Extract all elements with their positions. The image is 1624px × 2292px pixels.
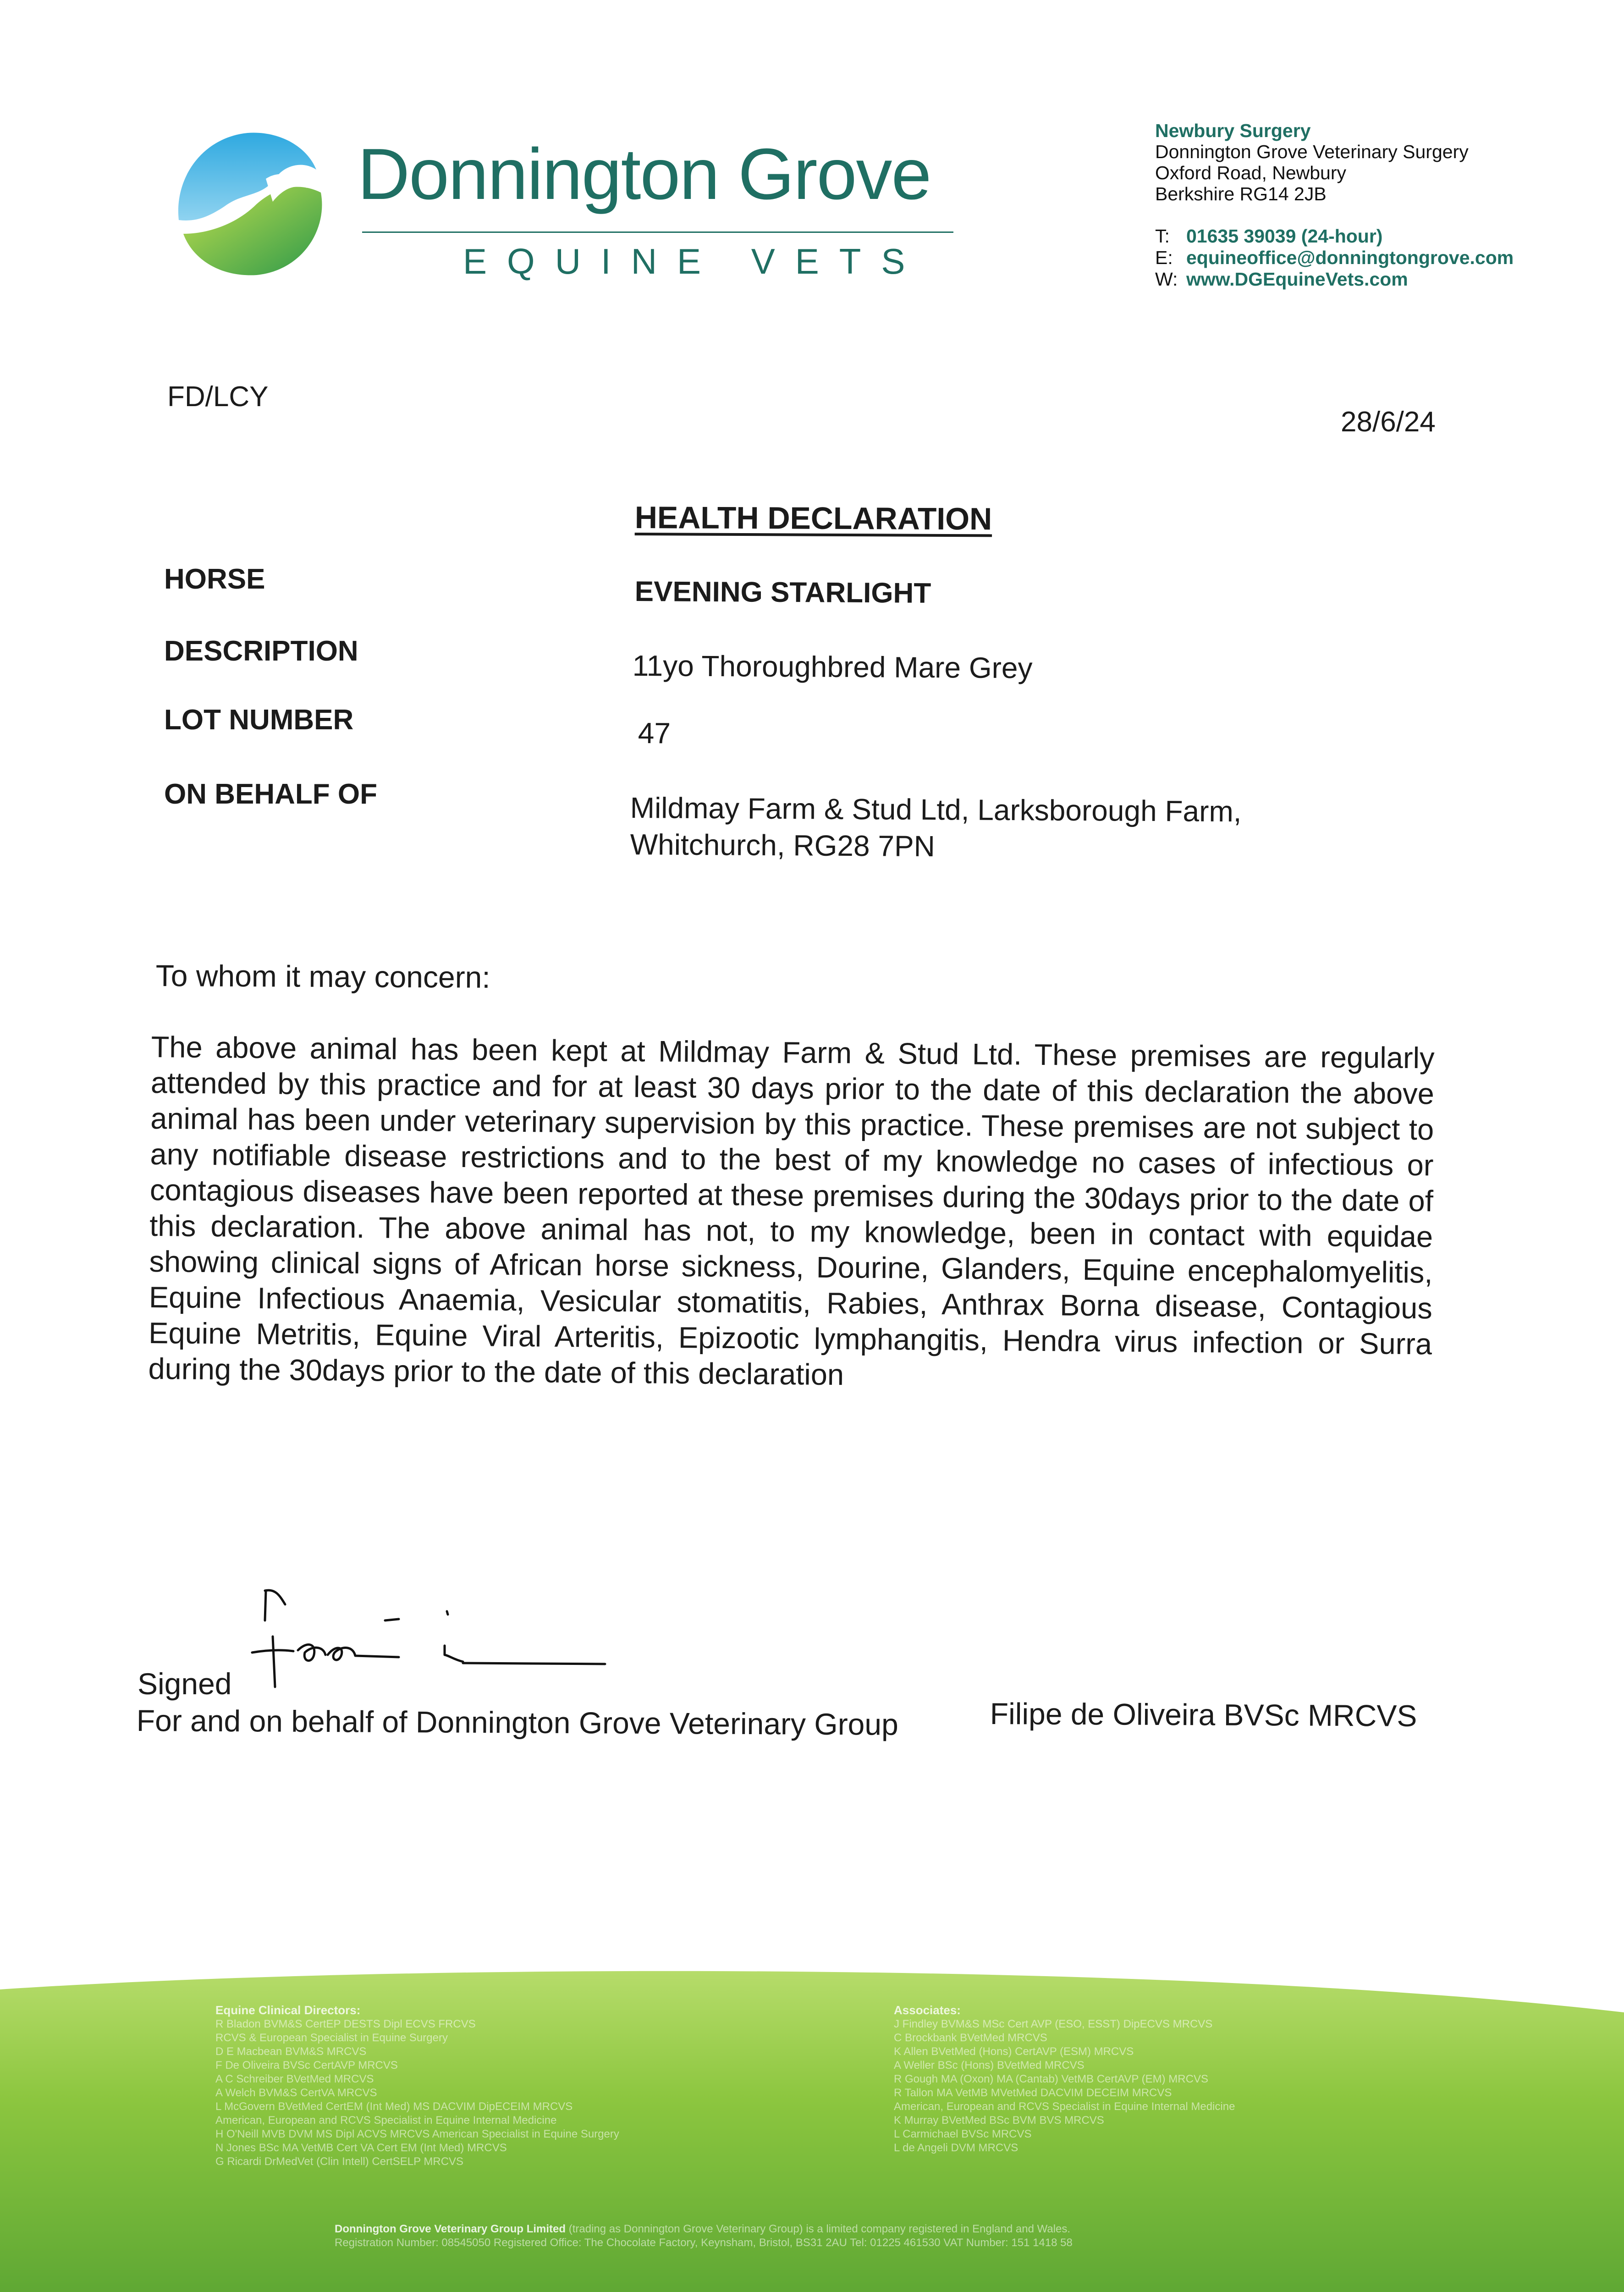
reference: FD/LCY xyxy=(167,381,269,413)
field-label-lot-number: LOT NUMBER xyxy=(164,704,354,736)
registration-details: Registration Number: 08545050 Registered Office: The Chocolate Factory, Keynsham, Bristol, BS31 2AU Tel: 01225 461530 VAT Number: 151 1418 58 xyxy=(335,2237,1073,2249)
field-value-on-behalf-of-line-2: Whitchurch, RG28 7PN xyxy=(630,828,936,863)
field-value-on-behalf-of: Mildmay Farm & Stud Ltd, Larksborough Farm, xyxy=(630,791,1242,828)
associate-line: R Gough MA (Oxon) MA (Cantab) VetMB CertAVP (EM) MRCVS xyxy=(894,2073,1208,2085)
associate-line: C Brockbank BVetMed MRCVS xyxy=(894,2032,1047,2044)
address-line-3: Berkshire RG14 2JB xyxy=(1155,183,1327,204)
address-line-1: Donnington Grove Veterinary Surgery xyxy=(1155,141,1469,162)
director-line: RCVS & European Specialist in Equine Surgery xyxy=(215,2032,448,2044)
director-line: G Ricardi DrMedVet (Clin Intell) CertSELP MRCVS xyxy=(215,2155,464,2168)
director-line: L McGovern BVetMed CertEM (Int Med) MS DACVIM DipECEIM MRCVS xyxy=(215,2100,573,2113)
company-name: Donnington Grove Veterinary Group Limited xyxy=(335,2223,566,2235)
director-line: H O'Neill MVB DVM MS Dipl ACVS MRCVS American Specialist in Equine Surgery xyxy=(215,2128,619,2140)
associate-line: A Weller BSc (Hons) BVetMed MRCVS xyxy=(894,2059,1085,2072)
company-details: (trading as Donnington Grove Veterinary Group) is a limited company registered in England and Wales. xyxy=(568,2223,1071,2235)
on-behalf-statement: For and on behalf of Donnington Grove Veterinary Group xyxy=(136,1703,899,1741)
director-line: R Bladon BVM&S CertEP DESTS Dipl ECVS FRCVS xyxy=(215,2018,476,2030)
directors-list xyxy=(215,2003,619,2169)
field-label-on-behalf-of: ON BEHALF OF xyxy=(164,778,377,810)
signer-name: Filipe de Oliveira BVSc MRCVS xyxy=(990,1697,1417,1733)
field-value-lot-number: 47 xyxy=(638,716,671,750)
director-line: N Jones BSc MA VetMB Cert VA Cert EM (Int Med) MRCVS xyxy=(215,2142,507,2154)
email-label: E: xyxy=(1155,247,1173,268)
surgery-address xyxy=(1155,120,1469,204)
document-title: HEALTH DECLARATION xyxy=(634,500,992,537)
signature-image xyxy=(248,1577,614,1696)
phone-label: T: xyxy=(1155,226,1170,247)
field-value-description: 11yo Thoroughbred Mare Grey xyxy=(632,649,1033,685)
field-label-horse: HORSE xyxy=(164,563,265,595)
company-registration xyxy=(335,2222,1073,2250)
associate-line: L Carmichael BVSc MRCVS xyxy=(894,2128,1032,2140)
associate-line: K Murray BVetMed BSc BVM BVS MRCVS xyxy=(894,2114,1104,2127)
directors-title: Equine Clinical Directors: xyxy=(215,2003,361,2017)
signed-label: Signed xyxy=(138,1667,232,1701)
letter-date: 28/6/24 xyxy=(1341,406,1436,438)
field-value-horse: EVENING STARLIGHT xyxy=(634,576,931,609)
associate-line: K Allen BVetMed (Hons) CertAVP (ESM) MRCVS xyxy=(894,2045,1134,2058)
director-line: American, European and RCVS Specialist in Equine Internal Medicine xyxy=(215,2114,557,2127)
email-address: equineoffice@donningtongrove.com xyxy=(1186,247,1514,268)
associate-line: R Tallon MA VetMB MVetMed DACVIM DECEIM MRCVS xyxy=(894,2087,1172,2099)
associates-list xyxy=(894,2003,1235,2155)
surgery-name: Newbury Surgery xyxy=(1155,120,1311,141)
website: www.DGEquineVets.com xyxy=(1186,269,1408,290)
phone-number: 01635 39039 (24-hour) xyxy=(1186,226,1383,247)
declaration-body: The above animal has been kept at Mildmay Farm & Stud Ltd. These premises are regularly attended by this practice and for at least 30 days prior to the date of this declaration the above animal has been under veterinary supervision by this practice. These premises are not subject to any notifiable disease restrictions and to the best of my knowledge no cases of infectious or contagious diseases have been reported at these premises during the 30days prior to the date of this declaration. The above animal has not, to my knowledge, been in contact with equidae showing clinical signs of African horse sickness, Dourine, Glanders, Equine encephalomyelitis, Equine Infectious Anaemia, Vesicular stomatitis, Rabies, Anthrax Borna disease, Contagious Equine Metritis, Equine Viral Arteritis, Epizootic lymphangitis, Hendra virus infection or Surra during the 30days prior to the date of this declaration xyxy=(148,1030,1435,1392)
brand-subtitle: EQUINE VETS xyxy=(463,241,925,281)
brand-rule xyxy=(362,231,953,233)
associates-title: Associates: xyxy=(894,2003,961,2017)
associate-line: J Findley BVM&S MSc Cert AVP (ESO, ESST) DipECVS MRCVS xyxy=(894,2018,1213,2030)
director-line: D E Macbean BVM&S MRCVS xyxy=(215,2045,367,2058)
director-line: A C Schreiber BVetMed MRCVS xyxy=(215,2073,374,2085)
director-line: F De Oliveira BVSc CertAVP MRCVS xyxy=(215,2059,398,2072)
salutation: To whom it may concern: xyxy=(155,959,490,994)
associate-line: L de Angeli DVM MRCVS xyxy=(894,2142,1018,2154)
brand-name: Donnington Grove xyxy=(358,134,931,215)
associate-line: American, European and RCVS Specialist in Equine Internal Medicine xyxy=(894,2100,1235,2113)
address-line-2: Oxford Road, Newbury xyxy=(1155,162,1347,183)
contact-block xyxy=(1155,226,1514,290)
logo-mark-icon xyxy=(170,124,335,284)
web-label: W: xyxy=(1155,269,1178,290)
director-line: A Welch BVM&S CertVA MRCVS xyxy=(215,2087,377,2099)
field-label-description: DESCRIPTION xyxy=(164,635,358,667)
